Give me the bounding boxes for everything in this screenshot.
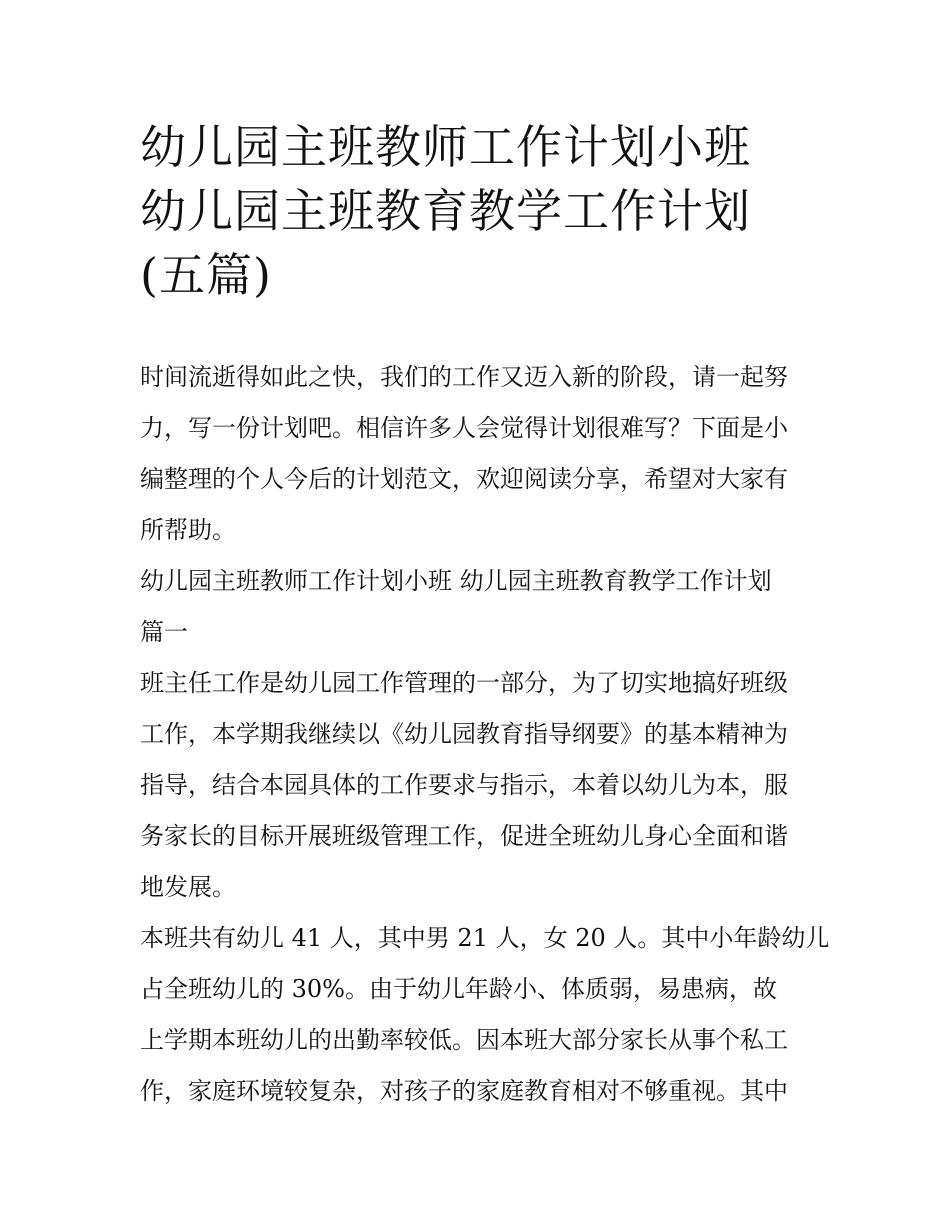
title-line-3: (五篇) (140, 248, 272, 302)
text-line: 所帮助。 (140, 516, 236, 544)
text-line: 指导，结合本园具体的工作要求与指示，本着以幼儿为本，服 (140, 771, 788, 799)
text-line: 篇一 (140, 618, 188, 646)
text-line: 上学期本班幼儿的出勤率较低。因本班大部分家长从事个私工 (140, 1026, 788, 1054)
text-line: 力，写一份计划吧。相信许多人会觉得计划很难写？下面是小 (140, 414, 788, 442)
body-paragraph-1 (140, 658, 820, 913)
text-line: 占全班幼儿的 30%。由于幼儿年龄小、体质弱，易患病，故 (140, 975, 777, 1003)
title-line-1: 幼儿园主班教师工作计划小班 (140, 120, 751, 174)
text-line: 本班共有幼儿 41 人，其中男 21 人，女 20 人。其中小年龄幼儿 (140, 924, 830, 952)
title-line-2: 幼儿园主班教育教学工作计划 (140, 184, 751, 238)
text-line: 时间流逝得如此之快，我们的工作又迈入新的阶段，请一起努 (140, 363, 788, 391)
text-line: 务家长的目标开展班级管理工作，促进全班幼儿身心全面和谐 (140, 822, 788, 850)
body-paragraph-2 (140, 913, 830, 1117)
document-body (140, 352, 830, 1117)
intro-paragraph (140, 352, 820, 556)
section-heading-paragraph (140, 556, 820, 658)
text-line: 幼儿园主班教师工作计划小班 幼儿园主班教育教学工作计划 (140, 567, 772, 595)
text-line: 编整理的个人今后的计划范文，欢迎阅读分享，希望对大家有 (140, 465, 788, 493)
text-line: 工作，本学期我继续以《幼儿园教育指导纲要》的基本精神为 (140, 720, 788, 748)
text-line: 班主任工作是幼儿园工作管理的一部分，为了切实地搞好班级 (140, 669, 788, 697)
text-line: 作，家庭环境较复杂，对孩子的家庭教育相对不够重视。其中 (140, 1077, 788, 1105)
document-title (140, 115, 840, 307)
text-line: 地发展。 (140, 873, 236, 901)
